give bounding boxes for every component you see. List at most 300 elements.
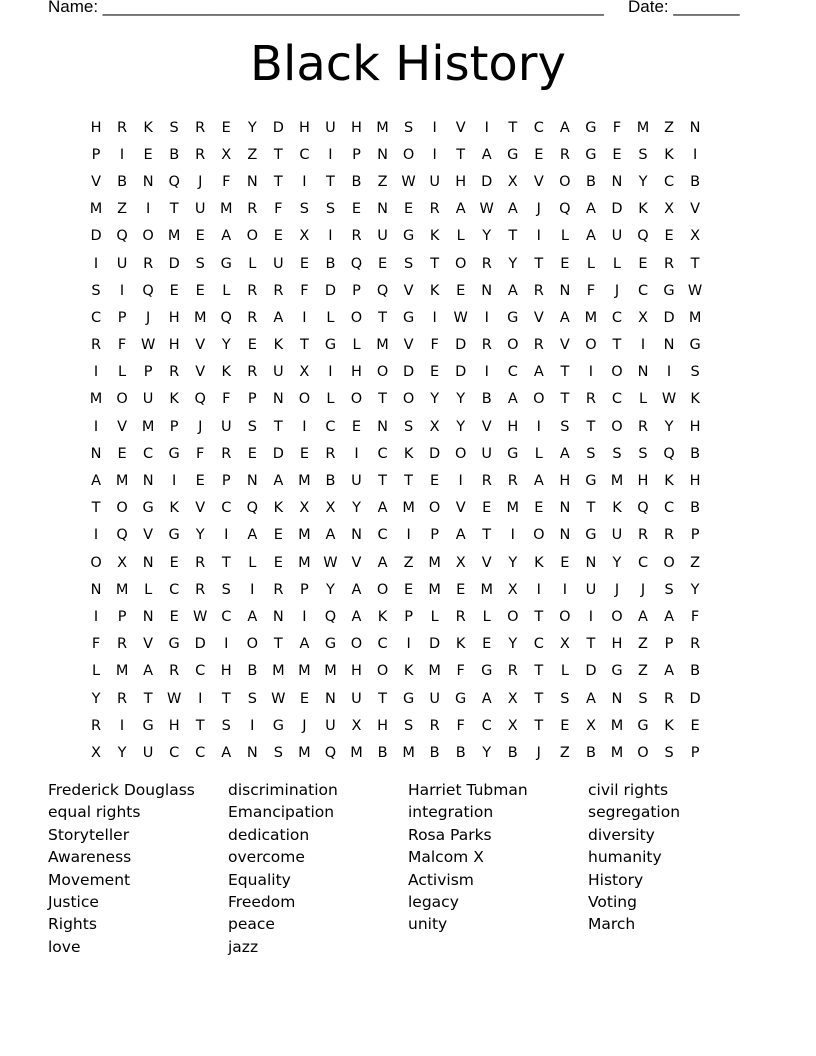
grid-cell: T [91, 500, 101, 517]
grid-cell: I [302, 608, 307, 625]
grid-cell: T [221, 554, 231, 571]
word-list-item: History [588, 870, 644, 889]
grid-cell: N [377, 201, 388, 218]
grid-cell: M [324, 663, 337, 680]
word-list-item: segregation [588, 803, 681, 822]
grid-cell: A [221, 744, 232, 761]
grid-cell: O [663, 554, 675, 571]
grid-cell: E [351, 418, 362, 435]
grid-cell: Y [612, 554, 622, 571]
grid-cell: U [611, 228, 623, 245]
grid-cell: W [401, 173, 416, 190]
word-list-item: Awareness [48, 848, 132, 867]
grid-cell: A [481, 146, 492, 163]
grid-cell: U [481, 445, 493, 462]
grid-cell: T [534, 690, 544, 707]
grid-cell: J [536, 744, 541, 761]
grid-cell: B [169, 146, 180, 163]
grid-cell: H [637, 473, 649, 490]
grid-cell: M [89, 391, 103, 408]
grid-cell: R [90, 337, 102, 354]
grid-cell: P [664, 636, 674, 653]
grid-cell: T [326, 173, 335, 190]
grid-cell: M [688, 309, 702, 326]
grid-cell: J [614, 581, 620, 598]
header [48, 0, 748, 21]
grid-cell: W [687, 282, 703, 299]
grid-cell: O [533, 391, 545, 408]
grid-cell: I [119, 282, 125, 299]
grid-cell: Q [559, 201, 571, 218]
grid-cell: E [247, 337, 257, 354]
grid-cell: D [585, 663, 597, 680]
grid-cell: E [221, 119, 231, 136]
word-list-item: peace [228, 915, 275, 934]
grid-cell: A [377, 554, 388, 571]
grid-cell: R [117, 636, 128, 653]
grid-cell: R [247, 201, 258, 218]
grid-cell: O [507, 608, 519, 625]
grid-cell: P [404, 608, 413, 625]
grid-cell: A [585, 201, 596, 218]
grid-cell: A [455, 527, 466, 544]
grid-cell: A [533, 473, 544, 490]
grid-cell: Y [664, 418, 674, 435]
grid-cell: S [221, 717, 231, 734]
grid-cell: O [637, 744, 649, 761]
word-list-item: Rights [48, 915, 97, 934]
grid-cell: M [376, 119, 389, 136]
letter-grid [83, 114, 708, 767]
grid-cell: R [664, 527, 675, 544]
grid-cell: T [378, 309, 387, 326]
grid-cell: C [195, 744, 206, 761]
grid-cell: B [481, 391, 492, 408]
grid-cell: Y [352, 500, 361, 517]
grid-cell: G [507, 445, 519, 462]
grid-cell: F [222, 391, 231, 408]
grid-cell: M [115, 473, 129, 490]
grid-row [83, 359, 708, 386]
grid-cell: O [585, 337, 597, 354]
grid-cell: F [456, 717, 465, 734]
grid-cell: K [403, 445, 414, 462]
grid-cell: E [195, 282, 205, 299]
word-list-item: Malcom X [408, 848, 484, 867]
grid-cell: T [378, 690, 387, 707]
grid-cell: O [246, 228, 259, 245]
grid-row [83, 196, 708, 223]
grid-cell: T [456, 146, 466, 163]
grid-cell: B [351, 173, 362, 190]
grid-cell: N [611, 690, 623, 707]
grid-cell: Y [195, 527, 205, 544]
grid-cell: E [456, 282, 466, 299]
grid-cell: C [611, 391, 623, 408]
grid-cell: P [352, 146, 361, 163]
grid-cell: A [221, 228, 232, 245]
grid-cell: I [432, 146, 437, 163]
grid-cell: Y [508, 554, 518, 571]
grid-row [83, 114, 708, 141]
grid-cell: H [559, 473, 571, 490]
grid-cell: Q [194, 391, 206, 408]
grid-cell: R [195, 581, 206, 598]
grid-row [83, 223, 708, 250]
grid-cell: B [585, 744, 596, 761]
grid-cell: G [402, 309, 415, 326]
grid-cell: O [246, 636, 259, 653]
grid-cell: A [533, 364, 544, 381]
grid-cell: E [169, 608, 179, 625]
word-list-item: equal rights [48, 803, 141, 822]
grid-cell: R [533, 282, 544, 299]
grid-cell: H [689, 473, 701, 490]
grid-cell: J [145, 309, 151, 326]
grid-cell: V [481, 418, 492, 435]
grid-cell: B [429, 744, 440, 761]
grid-cell: V [195, 337, 206, 354]
grid-row [83, 277, 708, 304]
grid-cell: D [429, 445, 441, 462]
word-list-item: integration [408, 803, 494, 822]
grid-cell: V [403, 282, 414, 299]
grid-cell: T [482, 527, 492, 544]
grid-cell: Q [350, 255, 363, 272]
grid-cell: R [351, 228, 362, 245]
word-list-item: Justice [48, 892, 99, 911]
grid-cell: B [455, 744, 466, 761]
grid-cell: R [247, 309, 258, 326]
grid-cell: W [661, 391, 677, 408]
grid-cell: Y [508, 255, 518, 272]
grid-cell: K [377, 608, 388, 625]
grid-cell: I [172, 473, 177, 490]
grid-cell: S [638, 445, 648, 462]
grid-cell: A [351, 581, 362, 598]
grid-cell: N [559, 527, 571, 544]
grid-cell: T [273, 173, 283, 190]
grid-cell: M [298, 527, 311, 544]
grid-cell: A [664, 663, 675, 680]
grid-cell: V [195, 364, 206, 381]
grid-cell: I [250, 717, 255, 734]
grid-cell: O [559, 173, 571, 190]
grid-cell: C [663, 500, 675, 517]
grid-cell: O [350, 391, 363, 408]
grid-cell: C [325, 418, 336, 435]
grid-cell: M [298, 554, 311, 571]
grid-cell: O [611, 364, 623, 381]
word-list-item: Rosa Parks [408, 825, 492, 844]
grid-cell: L [430, 608, 439, 625]
grid-cell: Y [508, 636, 518, 653]
grid-cell: H [168, 309, 180, 326]
grid-cell: C [533, 636, 544, 653]
grid-cell: Z [690, 554, 701, 571]
grid-cell: T [378, 391, 387, 408]
word-list-item: legacy [408, 892, 459, 911]
grid-cell: O [611, 608, 623, 625]
grid-cell: N [481, 282, 493, 299]
grid-cell: H [377, 717, 388, 734]
grid-cell: I [302, 173, 307, 190]
grid-cell: M [402, 500, 415, 517]
grid-cell: I [354, 445, 359, 462]
grid-cell: Q [116, 228, 128, 245]
word-list-column [228, 779, 408, 958]
grid-cell: R [507, 663, 518, 680]
grid-cell: O [559, 608, 571, 625]
grid-cell: W [479, 201, 494, 218]
grid-cell: A [559, 445, 570, 462]
grid-cell: L [91, 663, 101, 680]
grid-cell: S [273, 744, 283, 761]
grid-cell: L [326, 391, 335, 408]
grid-row [83, 712, 708, 739]
grid-cell: I [198, 690, 203, 707]
grid-cell: I [328, 228, 333, 245]
grid-row [83, 576, 708, 603]
grid-cell: L [144, 581, 153, 598]
grid-cell: Z [559, 744, 570, 761]
grid-cell: Q [168, 173, 180, 190]
word-list-item: Voting [588, 892, 637, 911]
grid-cell: D [455, 337, 467, 354]
grid-row [83, 332, 708, 359]
grid-cell: L [248, 554, 257, 571]
grid-cell: X [507, 581, 518, 598]
grid-row [83, 495, 708, 522]
grid-cell: C [299, 146, 310, 163]
grid-cell: N [142, 473, 154, 490]
grid-cell: P [690, 527, 700, 544]
grid-cell: M [506, 500, 520, 517]
word-list-item: Frederick Douglass [48, 781, 195, 799]
grid-cell: D [663, 309, 675, 326]
grid-cell: C [611, 309, 623, 326]
grid-cell: S [664, 581, 674, 598]
grid-cell: E [169, 554, 179, 571]
grid-cell: E [482, 636, 492, 653]
grid-cell: I [484, 309, 489, 326]
grid-cell: S [91, 282, 101, 299]
grid-cell: M [141, 418, 155, 435]
grid-cell: A [559, 119, 570, 136]
grid-cell: G [168, 636, 180, 653]
grid-cell: X [299, 228, 310, 245]
grid-cell: B [585, 173, 596, 190]
grid-row [83, 168, 708, 195]
grid-cell: X [325, 500, 336, 517]
grid-row [83, 250, 708, 277]
grid-cell: U [611, 527, 623, 544]
grid-cell: A [638, 608, 648, 625]
grid-cell: M [584, 309, 598, 326]
grid-cell: T [690, 255, 700, 272]
grid-cell: J [640, 581, 646, 598]
grid-cell: G [585, 119, 597, 136]
grid-cell: O [454, 445, 467, 462]
grid-cell: R [429, 717, 440, 734]
grid-cell: I [588, 608, 594, 625]
grid-cell: P [117, 608, 127, 625]
grid-row [83, 386, 708, 413]
grid-cell: R [247, 364, 258, 381]
grid-cell: T [534, 608, 544, 625]
grid-cell: E [638, 255, 648, 272]
word-list-item: March [588, 915, 636, 934]
grid-cell: I [666, 364, 672, 381]
grid-cell: S [638, 146, 648, 163]
grid-cell: A [325, 527, 336, 544]
page-title: Black History [250, 36, 566, 92]
grid-cell: E [169, 282, 179, 299]
grid-cell: V [690, 201, 701, 218]
grid-row [83, 467, 708, 494]
grid-cell: Q [246, 500, 259, 517]
grid-cell: P [169, 418, 179, 435]
grid-cell: S [169, 119, 179, 136]
grid-cell: O [116, 500, 128, 517]
grid-cell: W [271, 690, 286, 707]
grid-cell: R [429, 201, 440, 218]
grid-cell: A [247, 608, 258, 625]
grid-cell: F [196, 445, 205, 462]
grid-cell: I [93, 608, 99, 625]
grid-cell: F [91, 636, 101, 653]
grid-cell: S [403, 717, 414, 734]
grid-cell: I [536, 418, 541, 435]
grid-cell: Z [403, 554, 414, 571]
grid-cell: B [325, 255, 336, 272]
grid-cell: T [143, 690, 153, 707]
grid-cell: E [299, 255, 309, 272]
grid-cell: X [221, 146, 232, 163]
grid-cell: H [220, 663, 232, 680]
grid-cell: O [376, 364, 389, 381]
word-list-column [48, 779, 228, 958]
grid-cell: S [247, 690, 257, 707]
grid-cell: A [143, 663, 154, 680]
grid-cell: N [90, 445, 102, 462]
grid-cell: A [507, 391, 518, 408]
grid-cell: E [534, 146, 544, 163]
grid-cell: I [432, 119, 437, 136]
word-list-item: Storyteller [48, 825, 130, 844]
grid-cell: M [480, 581, 493, 598]
grid-cell: E [273, 228, 283, 245]
grid-cell: P [352, 282, 361, 299]
grid-cell: O [376, 581, 389, 598]
grid-cell: T [221, 690, 231, 707]
grid-cell: T [430, 255, 440, 272]
grid-row [83, 440, 708, 467]
grid-cell: R [247, 282, 258, 299]
grid-cell: L [534, 445, 543, 462]
grid-cell: M [115, 581, 129, 598]
grid-cell: R [195, 146, 206, 163]
grid-cell: M [350, 744, 363, 761]
grid-row [83, 304, 708, 331]
grid-cell: A [247, 527, 258, 544]
grid-cell: I [145, 201, 151, 218]
grid-cell: B [117, 173, 128, 190]
grid-cell: M [115, 663, 129, 680]
grid-cell: P [117, 309, 127, 326]
grid-cell: R [637, 418, 649, 435]
grid-cell: R [481, 255, 492, 272]
grid-cell: C [637, 282, 649, 299]
grid-cell: S [638, 690, 648, 707]
grid-cell: T [404, 473, 414, 490]
grid-cell: T [560, 391, 570, 408]
grid-cell: V [481, 554, 492, 571]
grid-cell: E [143, 146, 153, 163]
grid-cell: A [507, 282, 518, 299]
grid-cell: S [221, 581, 231, 598]
grid-cell: Y [482, 744, 492, 761]
grid-cell: R [195, 554, 206, 571]
grid-cell: K [429, 228, 440, 245]
grid-cell: I [432, 309, 437, 326]
grid-cell: N [351, 527, 362, 544]
grid-cell: I [406, 527, 411, 544]
grid-cell: X [585, 717, 596, 734]
grid-cell: R [143, 255, 154, 272]
grid-cell: T [534, 663, 544, 680]
grid-cell: M [402, 744, 415, 761]
grid-cell: Q [116, 527, 128, 544]
grid-cell: U [325, 717, 336, 734]
grid-cell: P [690, 744, 700, 761]
grid-cell: E [404, 201, 414, 218]
grid-cell: G [142, 500, 154, 517]
grid-cell: V [533, 173, 544, 190]
grid-cell: W [453, 309, 468, 326]
grid-cell: I [250, 581, 255, 598]
grid-cell: L [118, 364, 127, 381]
grid-cell: T [273, 636, 283, 653]
grid-cell: M [298, 744, 311, 761]
grid-cell: T [586, 418, 596, 435]
grid-cell: H [455, 173, 467, 190]
grid-cell: N [585, 554, 597, 571]
grid-cell: D [611, 201, 623, 218]
grid-cell: B [690, 173, 701, 190]
grid-cell: N [663, 337, 675, 354]
grid-cell: C [143, 445, 154, 462]
grid-cell: M [610, 717, 624, 734]
grid-cell: L [586, 255, 595, 272]
grid-cell: G [611, 663, 623, 680]
grid-cell: Q [142, 282, 154, 299]
grid-cell: A [664, 608, 675, 625]
grid-cell: S [403, 119, 414, 136]
word-list-item: Harriet Tubman [408, 781, 528, 799]
grid-cell: C [663, 173, 675, 190]
grid-cell: K [455, 636, 466, 653]
grid-cell: R [664, 690, 675, 707]
grid-cell: C [221, 608, 232, 625]
grid-cell: R [533, 337, 544, 354]
grid-cell: D [194, 636, 206, 653]
grid-cell: I [119, 146, 125, 163]
word-list-column [408, 779, 588, 958]
grid-cell: O [611, 418, 623, 435]
word-list-item: unity [408, 915, 448, 934]
grid-cell: G [481, 663, 493, 680]
